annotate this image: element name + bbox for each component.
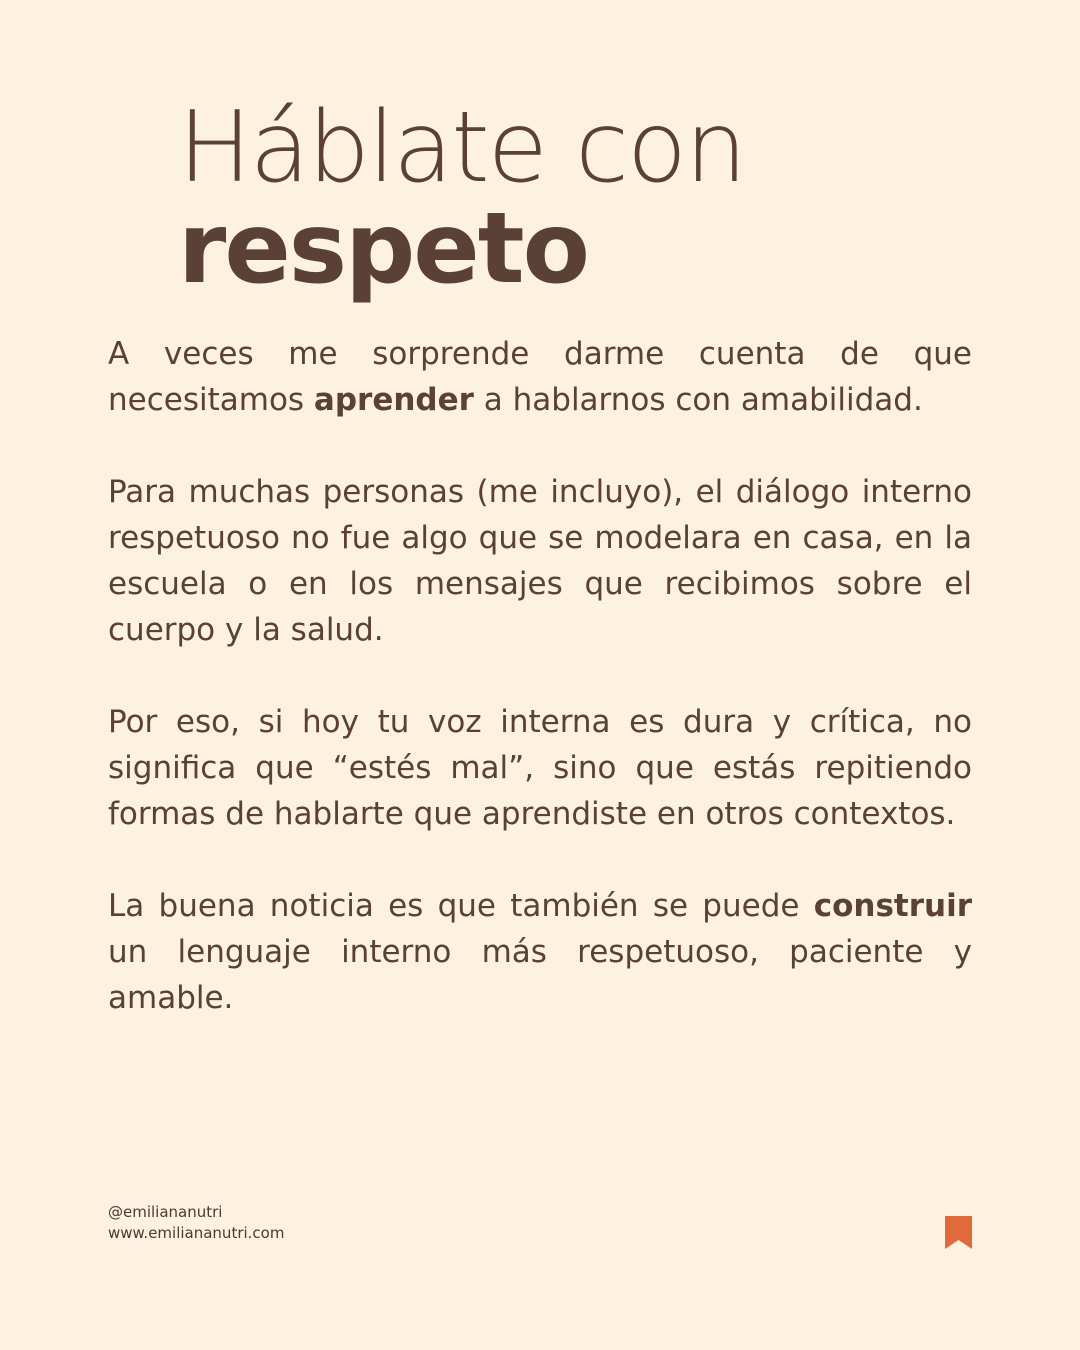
- paragraph-4-text-before: La buena noticia es que también se puede: [108, 888, 814, 924]
- page-title: [178, 91, 978, 306]
- paragraph-3: Por eso, si hoy tu voz interna es dura y crítica, no significa que “estés mal”, sino que estás repitiendo formas de hablarte que aprendiste en otros contextos.: [108, 704, 972, 832]
- paragraph-4-bold: construir: [813, 888, 972, 924]
- paragraph-1-text-before: A veces me sorprende darme cuenta de que necesitamos: [108, 336, 972, 418]
- title-line-1: Háblate con: [178, 91, 746, 205]
- footer-handle: @emiliananutri: [108, 1203, 223, 1221]
- paragraph-1-bold: aprender: [313, 382, 474, 418]
- body-text: [108, 331, 972, 1067]
- paragraph-1: [108, 331, 972, 423]
- paragraph-2: Para muchas personas (me incluyo), el diálogo interno respetuoso no fue algo que se modelara en casa, en la escuela o en los mensajes que recibimos sobre el cuerpo y la salud.: [108, 474, 972, 648]
- footer-credits: [108, 1202, 284, 1244]
- paragraph-4: [108, 883, 972, 1021]
- title-line-2: respeto: [178, 192, 588, 306]
- paragraph-4-text-after: un lenguaje interno más respetuoso, paciente y amable.: [108, 934, 972, 1016]
- bookmark-icon[interactable]: [945, 1216, 972, 1249]
- footer-website: www.emiliananutri.com: [108, 1224, 285, 1242]
- paragraph-1-text-after: a hablarnos con amabilidad.: [473, 382, 923, 418]
